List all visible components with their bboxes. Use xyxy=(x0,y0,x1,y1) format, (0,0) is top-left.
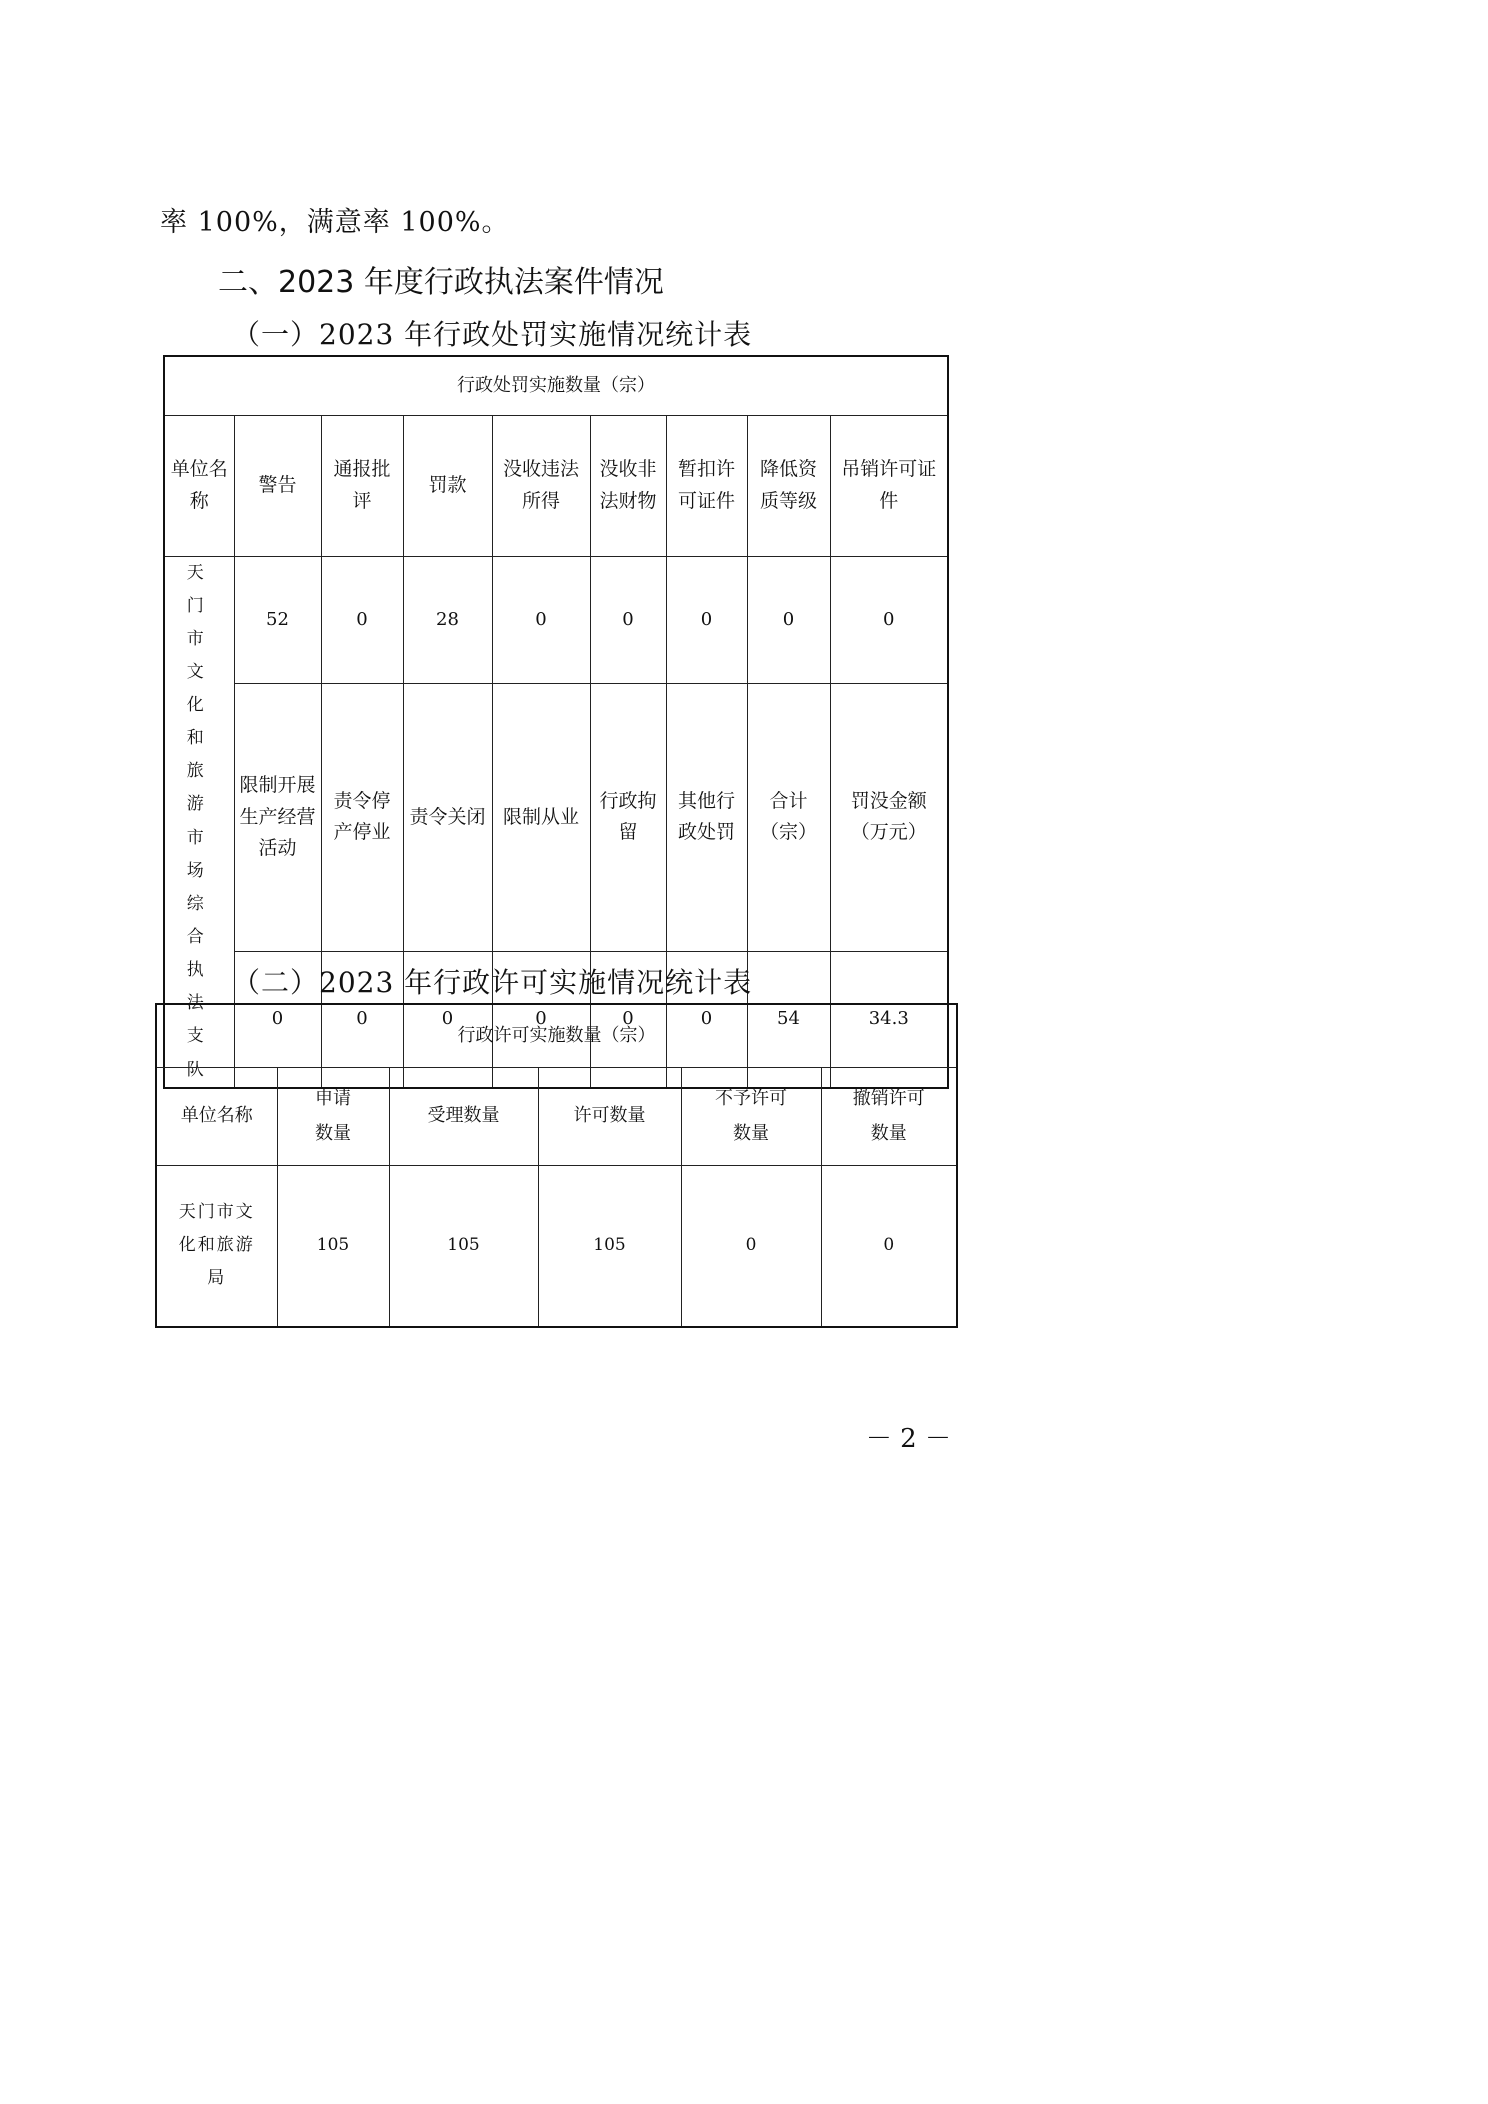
license-header-cell: 申请数量 xyxy=(277,1067,389,1165)
penalty-header-cell: 没收非法财物 xyxy=(590,415,666,556)
unit-label-cell: 单位名称 xyxy=(156,1067,277,1165)
penalty-value-cell: 0 xyxy=(590,556,666,684)
penalty-value-cell: 0 xyxy=(666,556,747,684)
penalty-header-cell: 行政拘留 xyxy=(590,684,666,952)
penalty-header-cell: 责令关闭 xyxy=(403,684,492,952)
license-value-cell: 0 xyxy=(821,1165,957,1327)
penalty-header-cell: 罚款 xyxy=(403,415,492,556)
page-number: － 2 － xyxy=(865,1424,951,1454)
unit-name-cell: 天门市文化和旅游市场综合执法支队 xyxy=(164,556,234,1088)
penalty-value-cell: 52 xyxy=(234,556,321,684)
penalty-value-cell: 0 xyxy=(747,556,830,684)
penalty-value-cell: 0 xyxy=(492,556,590,684)
license-value-cell: 105 xyxy=(538,1165,681,1327)
penalty-table-caption: 行政处罚实施数量（宗） xyxy=(164,356,948,415)
penalty-header-cell: 罚没金额（万元） xyxy=(830,684,948,952)
penalty-header-cell: 限制开展生产经营活动 xyxy=(234,684,321,952)
penalty-header-cell: 暂扣许可证件 xyxy=(666,415,747,556)
penalty-header-cell: 合计（宗） xyxy=(747,684,830,952)
license-header-cell: 撤销许可数量 xyxy=(821,1067,957,1165)
license-header-cell: 不予许可数量 xyxy=(681,1067,821,1165)
penalty-header-cell: 吊销许可证件 xyxy=(830,415,948,556)
penalty-header-cell: 没收违法所得 xyxy=(492,415,590,556)
license-stats-table xyxy=(155,1003,958,1328)
penalty-value-cell: 28 xyxy=(403,556,492,684)
paragraph-tail: 率 100%，满意率 100%。 xyxy=(160,207,510,238)
license-value-cell: 105 xyxy=(277,1165,389,1327)
penalty-header-cell: 限制从业 xyxy=(492,684,590,952)
penalty-value-cell: 0 xyxy=(830,556,948,684)
penalty-value-cell: 0 xyxy=(321,951,403,1088)
license-value-cell: 0 xyxy=(681,1165,821,1327)
penalty-header-cell: 警告 xyxy=(234,415,321,556)
license-header-cell: 受理数量 xyxy=(389,1067,538,1165)
penalty-value-cell: 0 xyxy=(403,951,492,1088)
license-value-cell: 105 xyxy=(389,1165,538,1327)
penalty-header-cell: 通报批评 xyxy=(321,415,403,556)
penalty-value-cell: 0 xyxy=(234,951,321,1088)
penalty-header-cell: 降低资质等级 xyxy=(747,415,830,556)
penalty-amount-cell: 34.3 xyxy=(830,951,948,1088)
section-heading: 二、2023 年度行政执法案件情况 xyxy=(218,265,664,300)
license-table-subtitle: （二）2023 年行政许可实施情况统计表 xyxy=(232,966,753,999)
penalty-header-cell: 其他行政处罚 xyxy=(666,684,747,952)
penalty-total-cell: 54 xyxy=(747,951,830,1088)
penalty-value-cell: 0 xyxy=(666,951,747,1088)
license-header-cell: 许可数量 xyxy=(538,1067,681,1165)
penalty-value-cell: 0 xyxy=(590,951,666,1088)
license-table-caption: 行政许可实施数量（宗） xyxy=(156,1004,957,1067)
penalty-value-cell: 0 xyxy=(492,951,590,1088)
penalty-header-cell: 责令停产停业 xyxy=(321,684,403,952)
unit-name-cell: 天门市文化和旅游局 xyxy=(156,1165,277,1327)
penalty-table-subtitle: （一）2023 年行政处罚实施情况统计表 xyxy=(232,318,753,351)
unit-label-cell: 单位名称 xyxy=(164,415,234,556)
penalty-value-cell: 0 xyxy=(321,556,403,684)
